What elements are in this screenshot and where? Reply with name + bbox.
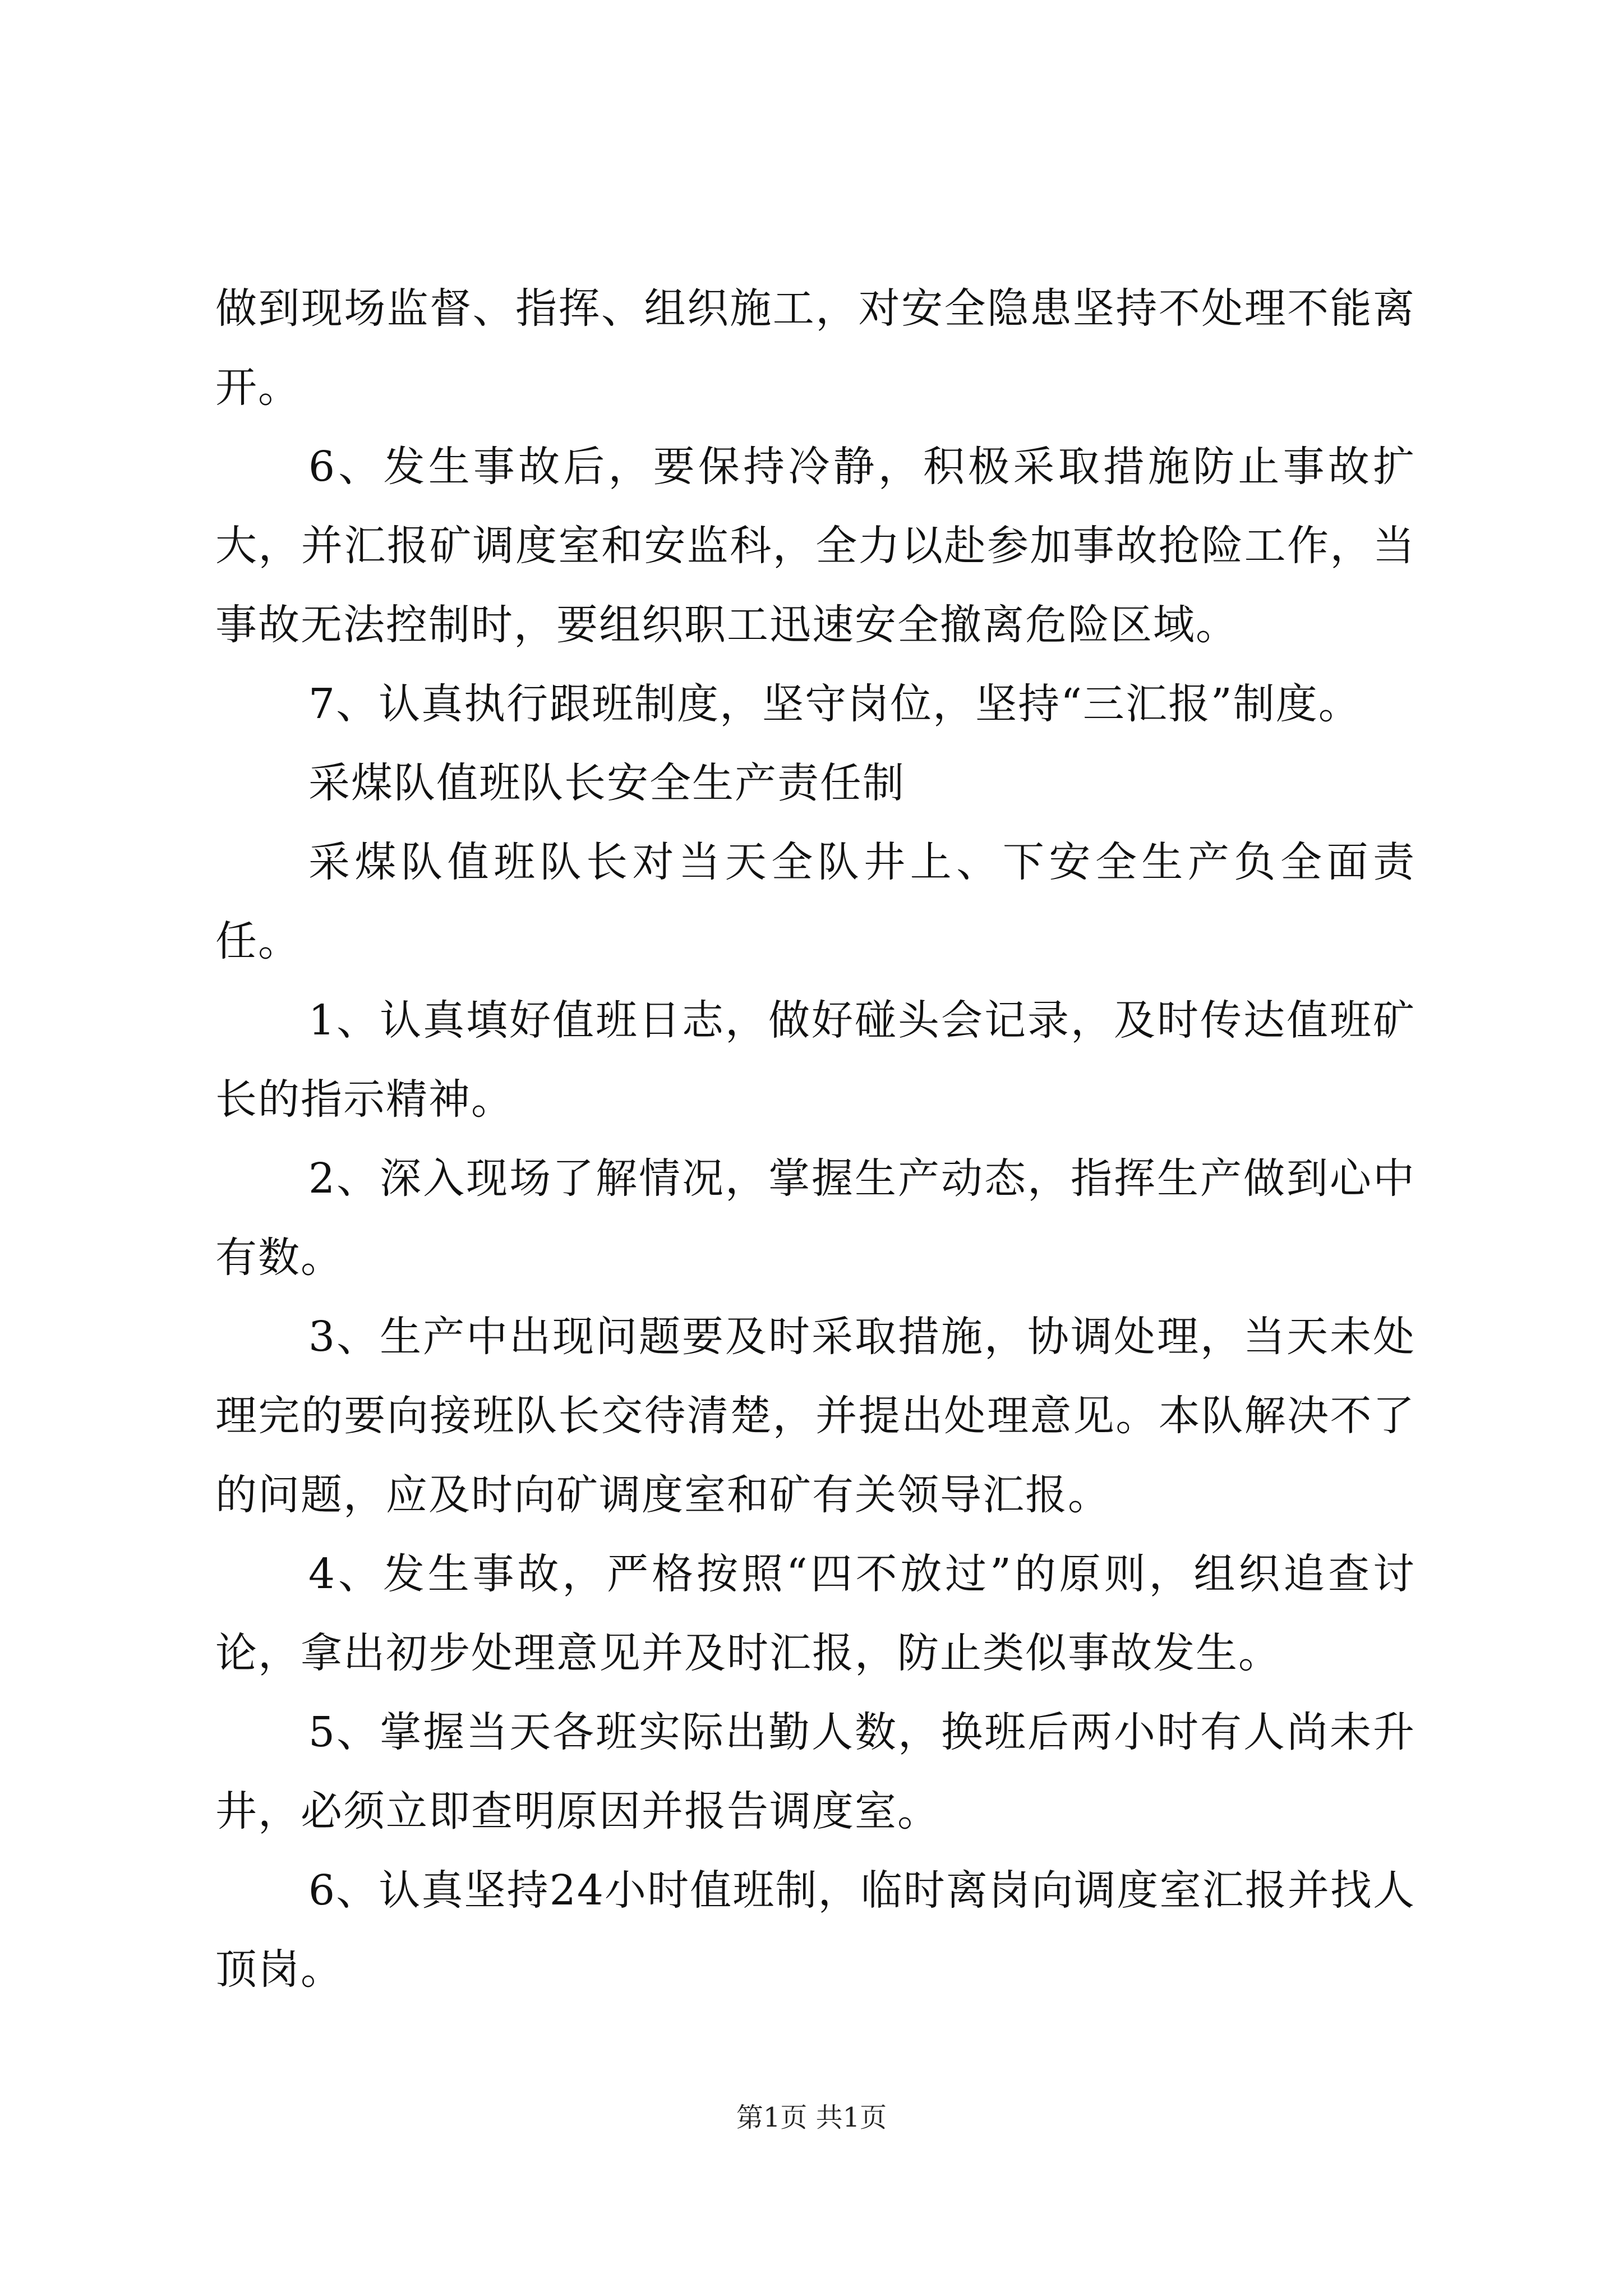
paragraph-item-7-shift: 7、认真执行跟班制度，坚守岗位，坚持“三汇报”制度。 xyxy=(308,680,1361,728)
paragraph-item-5: 5、掌握当天各班实际出勤人数，换班后两小时有人尚未升井，必须立即查明原因并报告调度室。 xyxy=(215,1708,1415,1835)
paragraph-item-3: 3、生产中出现问题要及时采取措施，协调处理，当天未处理完的要向接班队长交待清楚，并提出处理意见。本队解决不了的问题，应及时向矿调度室和矿有关领导汇报。 xyxy=(215,1313,1415,1519)
paragraph-item-4: 4、发生事故，严格按照“四不放过”的原则，组织追查讨论，拿出初步处理意见并及时汇报，防止类似事故发生。 xyxy=(215,1550,1415,1677)
paragraph-item-2: 2、深入现场了解情况，掌握生产动态，指挥生产做到心中有数。 xyxy=(215,1154,1415,1282)
section-heading: 采煤队值班队长安全生产责任制 xyxy=(308,759,905,807)
document-body xyxy=(215,269,1415,2009)
paragraph-item-1: 1、认真填好值班日志，做好碰头会记录，及时传达值班矿长的指示精神。 xyxy=(215,996,1415,1124)
paragraph-intro: 采煤队值班队长对当天全队井上、下安全生产负全面责任。 xyxy=(215,838,1415,965)
page-footer: 第1页 共1页 xyxy=(736,2102,887,2133)
paragraph-item-6-accident: 6、发生事故后，要保持冷静，积极采取措施防止事故扩大，并汇报矿调度室和安监科，全力以赴参加事故抢险工作，当事故无法控制时，要组织职工迅速安全撤离危险区域。 xyxy=(215,443,1415,649)
paragraph-item-6-duty: 6、认真坚持24小时值班制，临时离岗向调度室汇报并找人顶岗。 xyxy=(215,1866,1415,1994)
paragraph-continuation: 做到现场监督、指挥、组织施工，对安全隐患坚持不处理不能离开。 xyxy=(215,284,1415,412)
